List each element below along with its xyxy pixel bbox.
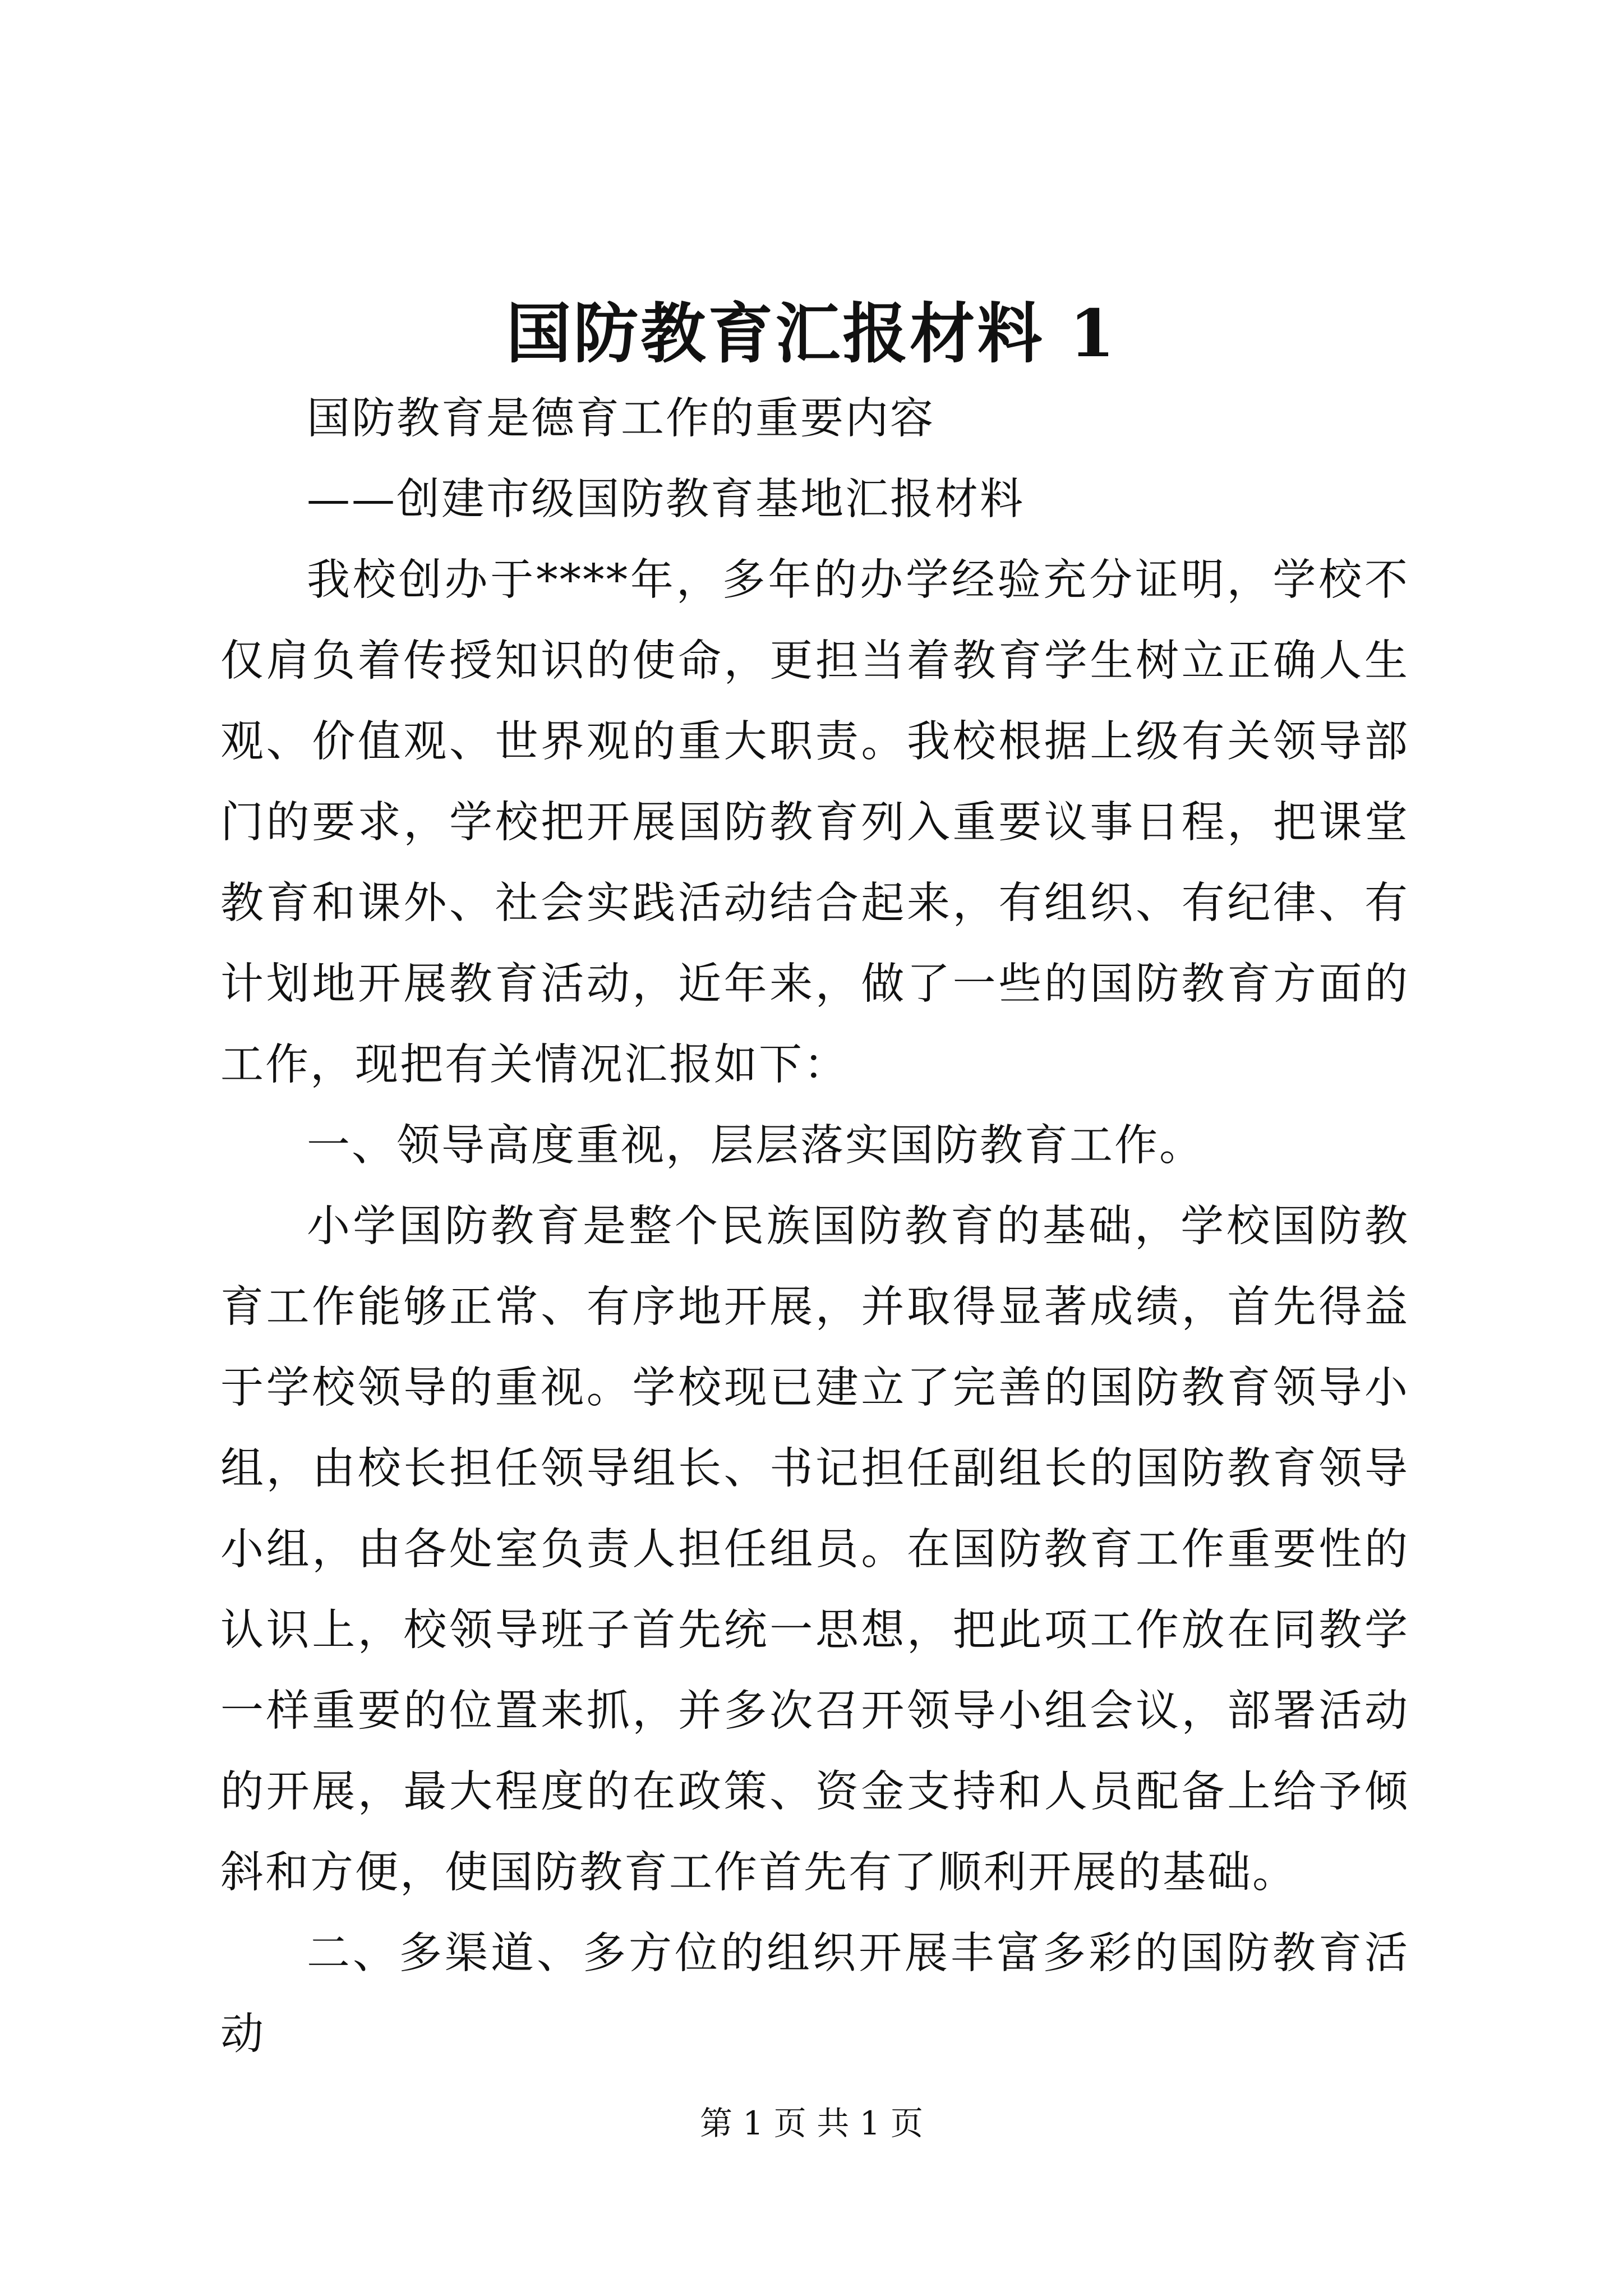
subtitle-dash-line: ——创建市级国防教育基地汇报材料 — [307, 475, 1025, 524]
intro-paragraph: 我校创办于****年，多年的办学经验充分证明，学校不仅肩负着传授知识的使命，更担当着教育学生树立正确人生观、价值观、世界观的重大职责。我校根据上级有关领导部门的要求，学校把开展国防教育列入重要议事日程，把课堂教育和课外、社会实践活动结合起来，有组织、有纪律、有计划地开展教育活动，近年来，做了一些的国防教育方面的工作，现把有关情况汇报如下： — [220, 555, 1409, 1090]
subtitle-line: 国防教育是德育工作的重要内容 — [307, 394, 935, 444]
document-title: 国防教育汇报材料 1 — [506, 296, 1117, 372]
section-1-paragraph: 小学国防教育是整个民族国防教育的基础，学校国防教育工作能够正常、有序地开展，并取得显著成绩，首先得益于学校领导的重视。学校现已建立了完善的国防教育领导小组，由校长担任领导组长、书记担任副组长的国防教育领导小组，由各处室负责人担任组员。在国防教育工作重要性的认识上，校领导班子首先统一思想，把此项工作放在同教学一样重要的位置来抓，并多次召开领导小组会议，部署活动的开展，最大程度的在政策、资金支持和人员配备上给予倾斜和方便，使国防教育工作首先有了顺利开展的基础。 — [220, 1202, 1409, 1898]
page-footer: 第 1 页 共 1 页 — [700, 2104, 923, 2142]
document-body — [220, 379, 1409, 2075]
section-heading-2: 二、多渠道、多方位的组织开展丰富多彩的国防教育活动 — [220, 1929, 1409, 2059]
section-heading-1: 一、领导高度重视，层层落实国防教育工作。 — [307, 1121, 1204, 1171]
